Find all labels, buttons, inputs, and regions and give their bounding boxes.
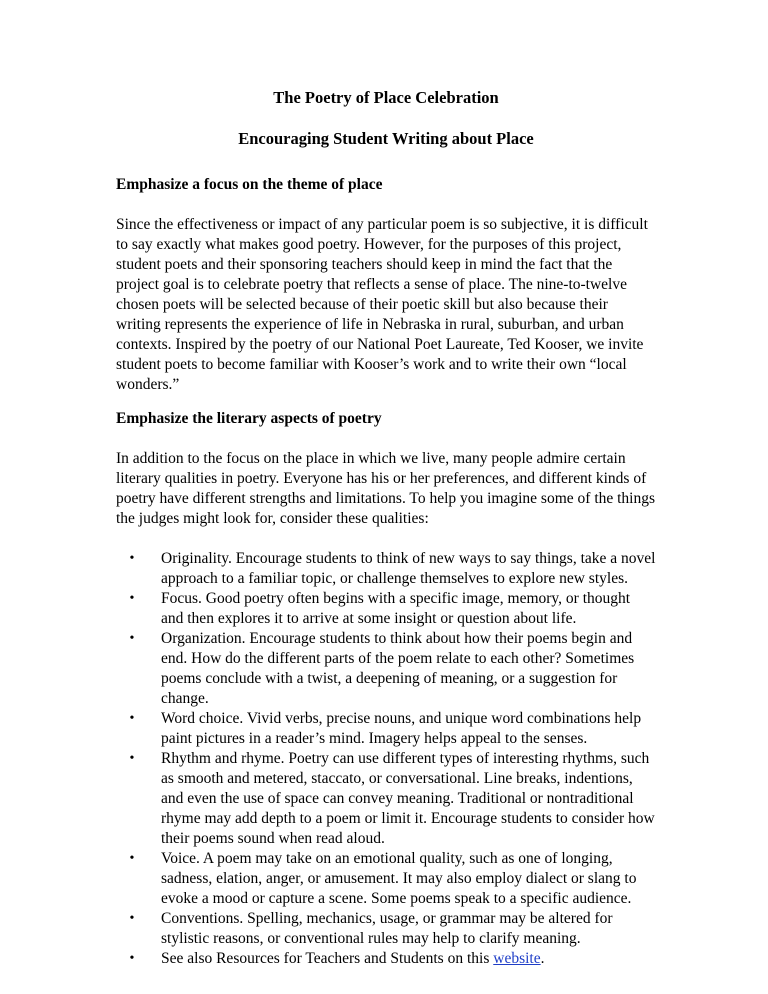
list-item-conventions: [116, 909, 656, 949]
list-item-text: Organization. Encourage students to think about how their poems begin and end. How do the different parts of the poem relate to each other? Sometimes poems conclude with a twist, a deepening of meaning, or a suggestion for change.: [161, 630, 635, 707]
bullet-icon: •: [129, 551, 135, 566]
bullet-icon: •: [129, 851, 135, 866]
document-subtitle: Encouraging Student Writing about Place: [238, 129, 534, 148]
list-item-text: Word choice. Vivid verbs, precise nouns, and unique word combinations help paint pictures in a reader’s mind. Imagery helps appeal to the senses.: [161, 710, 642, 747]
website-link[interactable]: website: [493, 950, 541, 967]
bullet-icon: •: [129, 711, 135, 726]
document-title: The Poetry of Place Celebration: [273, 88, 499, 107]
qualities-list: [116, 549, 656, 969]
list-item-text: Focus. Good poetry often begins with a specific image, memory, or thought and then explores it to arrive at some insight or question about life.: [161, 590, 631, 627]
list-item-rhythm-and-rhyme: [116, 749, 656, 849]
paragraph-theme-of-place: Since the effectiveness or impact of any particular poem is so subjective, it is difficult to say exactly what makes good poetry. However, for the purposes of this project, student poets and their sponsoring teachers should keep in mind the fact that the project goal is to celebrate poetry that reflects a sense of place. The nine-to-twelve chosen poets will be selected because of their poetic skill but also because their writing represents the experience of life in Nebraska in rural, suburban, and urban contexts. Inspired by the poetry of our National Poet Laureate, Ted Kooser, we invite student poets to become familiar with Kooser’s work and to write their own “local wonders.”: [116, 216, 648, 393]
list-item-text-suffix: .: [540, 950, 545, 967]
bullet-icon: •: [129, 591, 135, 606]
bullet-icon: •: [129, 631, 135, 646]
list-item-text: Rhythm and rhyme. Poetry can use different types of interesting rhythms, such as smooth and metered, staccato, or conversational. Line breaks, indentions, and even the use of space can convey meaning. Traditional or nontraditional rhyme may add depth to a poem or limit it. Encourage students to consider how their poems sound when read aloud.: [161, 750, 655, 847]
bullet-icon: •: [129, 911, 135, 926]
list-item-voice: [116, 849, 656, 909]
section-heading-theme-of-place: Emphasize a focus on the theme of place: [116, 176, 383, 193]
list-item-text: Conventions. Spelling, mechanics, usage, or grammar may be altered for stylistic reasons, or conventional rules may help to clarify meaning.: [161, 910, 613, 947]
list-item-text: Voice. A poem may take on an emotional quality, such as one of longing, sadness, elation, anger, or amusement. It may also employ dialect or slang to evoke a mood or capture a scene. Some poems speak to a specific audience.: [161, 850, 637, 907]
list-item-see-also: [116, 949, 656, 969]
list-item-organization: [116, 629, 656, 709]
list-item-text-prefix: See also Resources for Teachers and Students on this: [161, 950, 494, 967]
bullet-icon: •: [129, 951, 135, 966]
section-heading-literary-aspects: Emphasize the literary aspects of poetry: [116, 410, 382, 427]
list-item-focus: [116, 589, 656, 629]
document-page: [116, 88, 656, 969]
list-item-word-choice: [116, 709, 656, 749]
list-item-text: Originality. Encourage students to think of new ways to say things, take a novel approach to a familiar topic, or challenge themselves to explore new styles.: [161, 550, 656, 587]
list-item-originality: [116, 549, 656, 589]
paragraph-literary-aspects: In addition to the focus on the place in which we live, many people admire certain literary qualities in poetry. Everyone has his or her preferences, and different kinds of poetry have different strengths and limitations. To help you imagine some of the things the judges might look for, consider these qualities:: [116, 450, 656, 527]
bullet-icon: •: [129, 751, 135, 766]
